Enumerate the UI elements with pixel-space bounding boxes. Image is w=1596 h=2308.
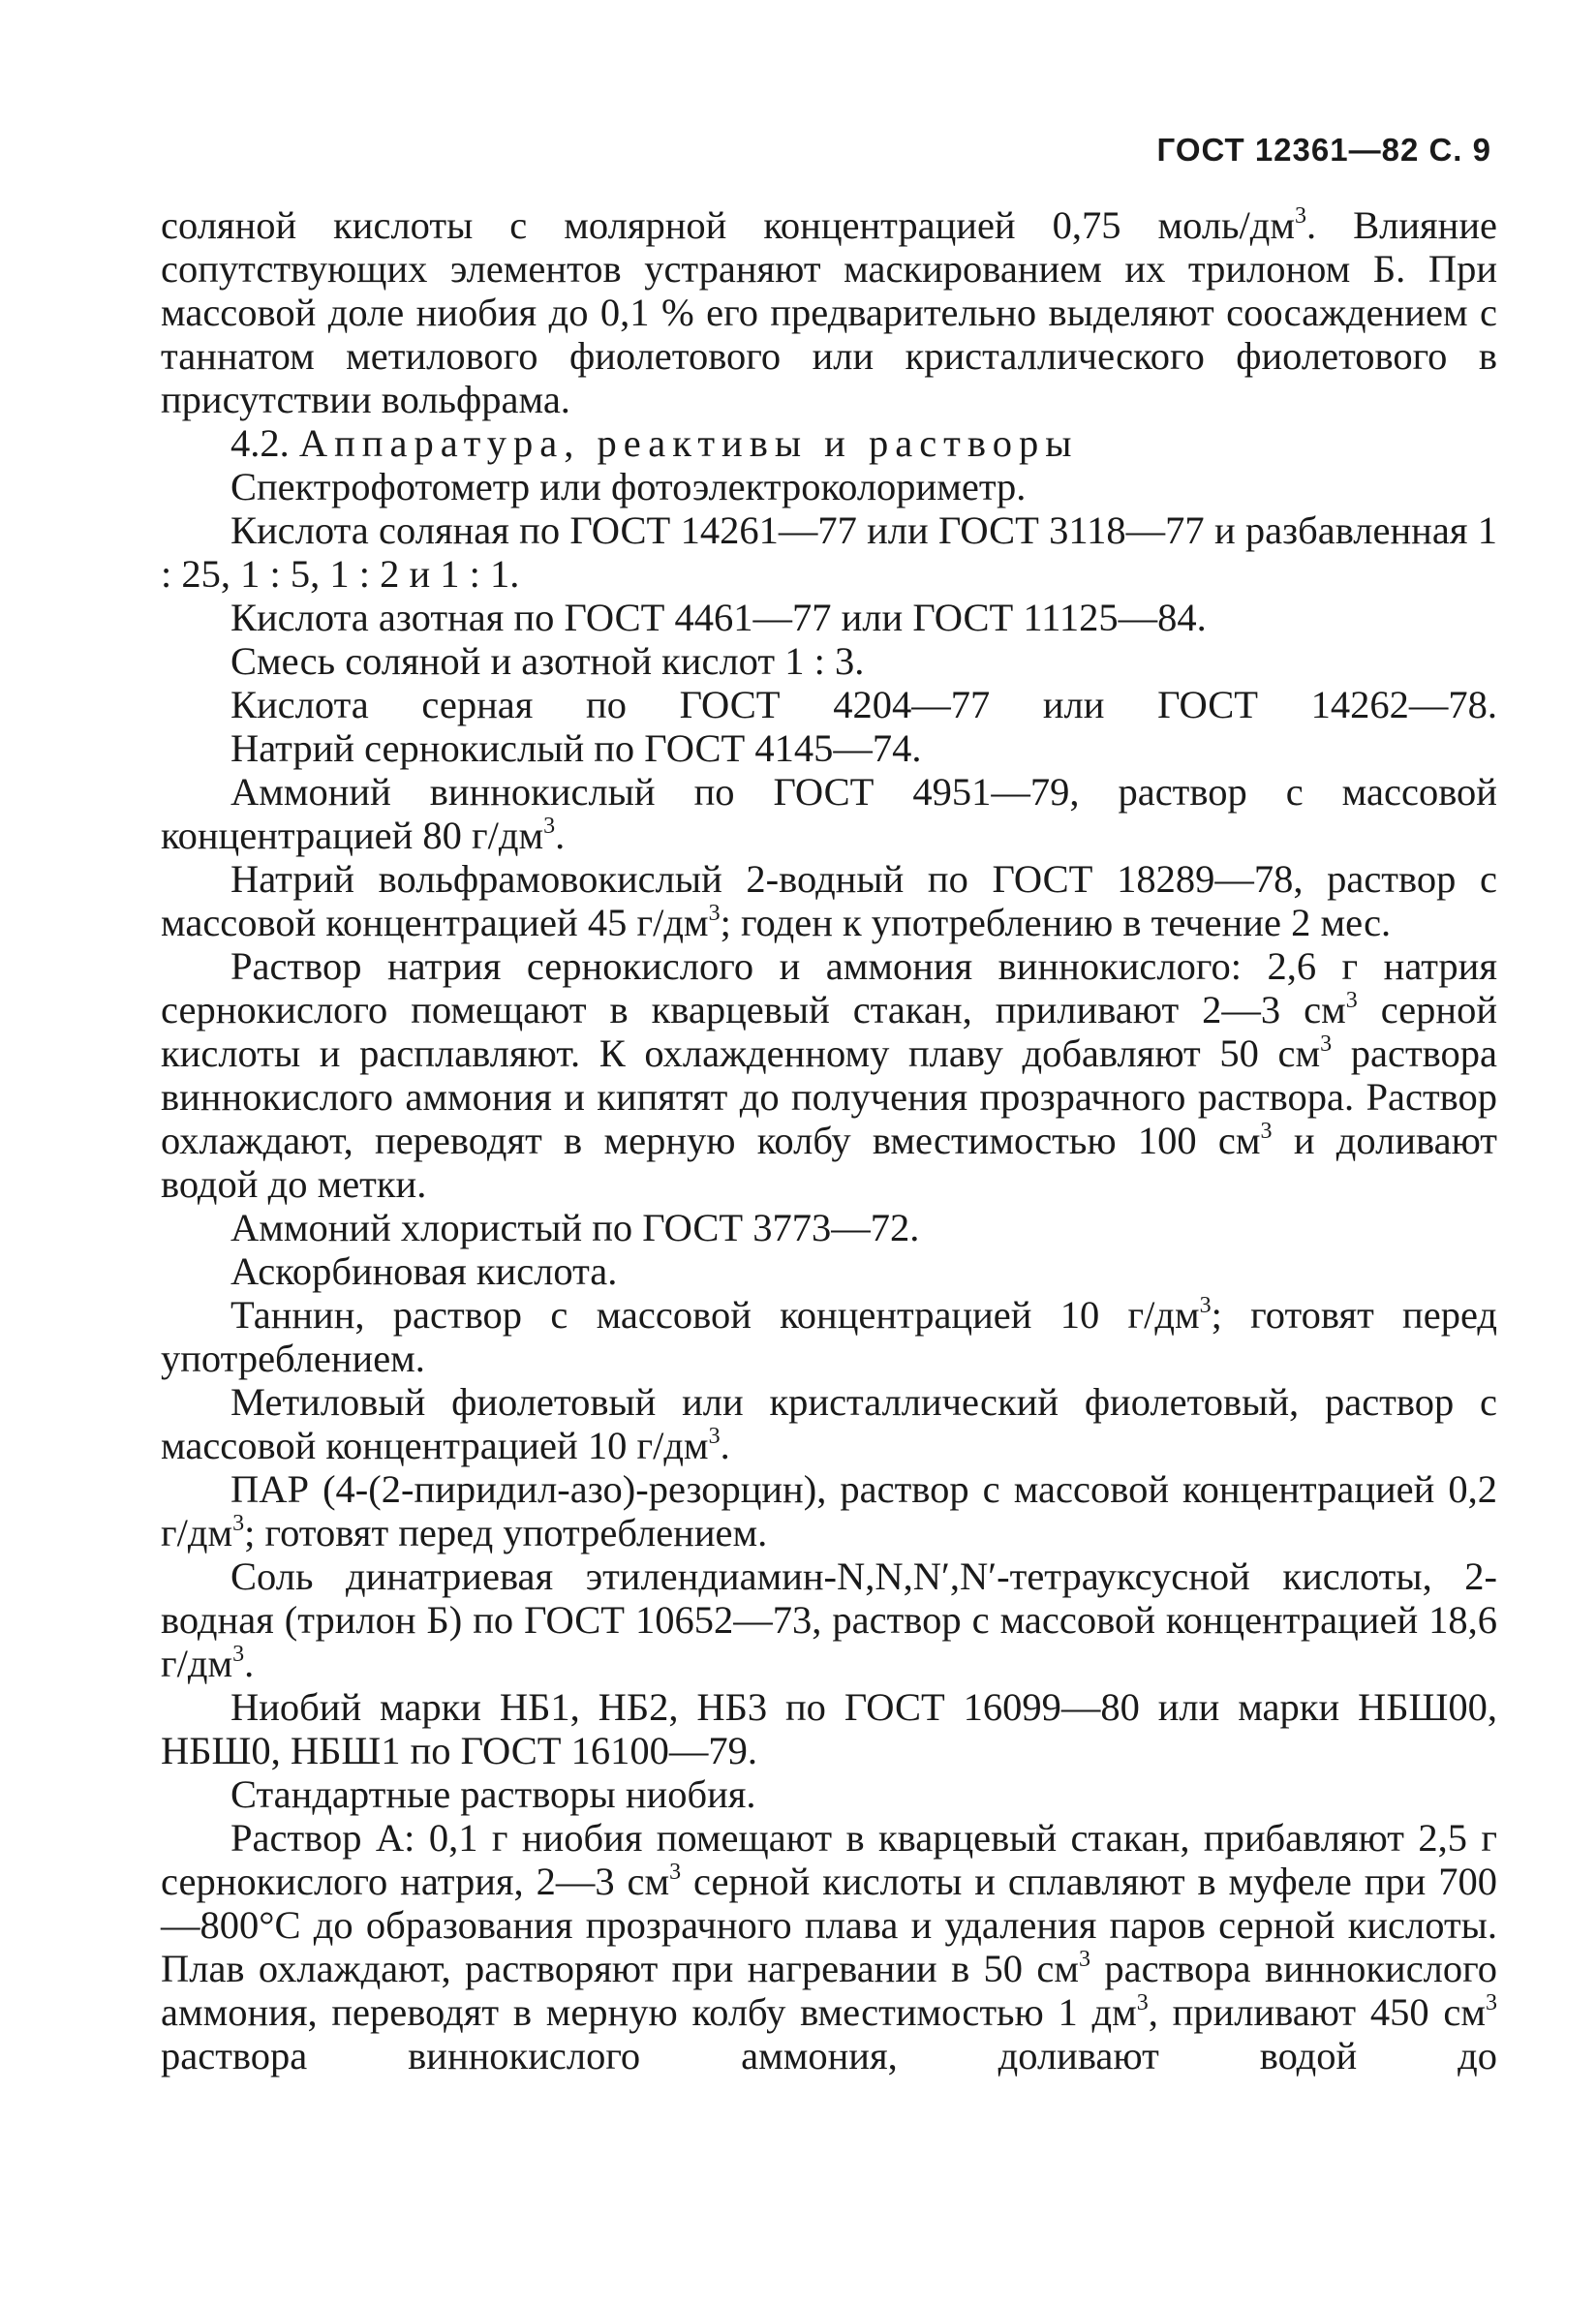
paragraph-sulfuric-acid: Кислота серная по ГОСТ 4204—77 или ГОСТ 14262—78. bbox=[230, 683, 1497, 726]
page-header: ГОСТ 12361—82 С. 9 bbox=[1156, 132, 1491, 168]
paragraph-sodium-sulfate: Натрий сернокислый по ГОСТ 4145—74. bbox=[230, 726, 922, 770]
paragraph-intro: соляной кислоты с молярной концентрацией 0,75 моль/$дм^3$. Влияние сопутствующих элементов устраняют маскированием их трилоном Б. При массовой доле ниобия до 0,1 % его предварительно выделяют соосаждением с таннатом метилового фиолетового или кристаллического фиолетового в присутствии вольфрама. bbox=[161, 203, 1497, 421]
paragraph-ammonium-chloride: Аммоний хлористый по ГОСТ 3773—72. bbox=[230, 1206, 920, 1249]
paragraph-methyl-violet: Метиловый фиолетовый или кристаллический фиолетовый, раствор с массовой концентрацией 10 $г/дм^3$. bbox=[161, 1380, 1497, 1467]
paragraph-ascorbic-acid: Аскорбиновая кислота. bbox=[230, 1249, 618, 1293]
paragraph-solution-a: Раствор А: 0,1 г ниобия помещают в кварцевый стакан, прибавляют 2,5 г сернокислого натрия, 2—3 $см^3$ серной кислоты и сплавляют в муфеле при 700—800°С до образования прозрачного плава и удаления паров серной кислоты. Плав охлаждают, растворяют при нагревании в 50 $см^3$ раствора виннокислого аммония, переводят в мерную колбу вместимостью 1 $дм^3$, приливают 450 $см^3$ раствора виннокислого аммония, доливают водой до bbox=[161, 1816, 1497, 2077]
paragraph-standard-solutions: Стандартные растворы ниобия. bbox=[230, 1772, 756, 1816]
paragraph-trilon-b: Соль динатриевая этилендиамин-N,N,N′,N′-тетрауксусной кислоты, 2-водная (трилон Б) по ГОСТ 10652—73, раствор с массовой концентрацией 18,6 $г/дм^3$. bbox=[161, 1554, 1497, 1685]
paragraph-hydrochloric-acid: Кислота соляная по ГОСТ 14261—77 или ГОСТ 3118—77 и разбавленная 1 : 25, 1 : 5, 1 : 2 и 1 : 1. bbox=[161, 508, 1497, 596]
paragraph-tannin: Таннин, раствор с массовой концентрацией 10 $г/дм^3$; готовят перед употреблением. bbox=[161, 1293, 1497, 1380]
paragraph-par-reagent: ПАР (4-(2-пиридил-азо)-резорцин), раствор с массовой концентрацией 0,2 $г/дм^3$; готовят перед употреблением. bbox=[161, 1467, 1497, 1554]
section-heading-4-2: 4.2. Аппаратура, реактивы и растворы bbox=[230, 421, 1079, 465]
paragraph-sulfate-tartrate-solution: Раствор натрия сернокислого и аммония виннокислого: 2,6 г натрия сернокислого помещают в кварцевый стакан, приливают 2—3 $см^3$ серной кислоты и расплавляют. К охлажденному плаву добавляют 50 $см^3$ раствора виннокислого аммония и кипятят до получения прозрачного раствора. Раствор охлаждают, переводят в мерную колбу вместимостью 100 $см^3$ и доливают водой до метки. bbox=[161, 944, 1497, 1206]
paragraph-acid-mixture: Смесь соляной и азотной кислот 1 : 3. bbox=[230, 639, 865, 683]
paragraph-spectrophotometer: Спектрофотометр или фотоэлектроколориметр. bbox=[230, 465, 1027, 508]
paragraph-sodium-tungstate: Натрий вольфрамовокислый 2-водный по ГОСТ 18289—78, раствор с массовой концентрацией 45 $г/дм^3$; годен к употреблению в течение 2 мес. bbox=[161, 857, 1497, 944]
document-body bbox=[161, 203, 1497, 2077]
paragraph-nitric-acid: Кислота азотная по ГОСТ 4461—77 или ГОСТ 11125—84. bbox=[230, 596, 1207, 639]
paragraph-niobium-grades: Ниобий марки НБ1, НБ2, НБ3 по ГОСТ 16099—80 или марки НБШ00, НБШ0, НБШ1 по ГОСТ 16100—79. bbox=[161, 1685, 1497, 1772]
section-heading-spaced-title: Аппаратура, реактивы и растворы bbox=[298, 421, 1079, 465]
paragraph-ammonium-tartrate: Аммоний виннокислый по ГОСТ 4951—79, раствор с массовой концентрацией 80 $г/дм^3$. bbox=[161, 770, 1497, 857]
